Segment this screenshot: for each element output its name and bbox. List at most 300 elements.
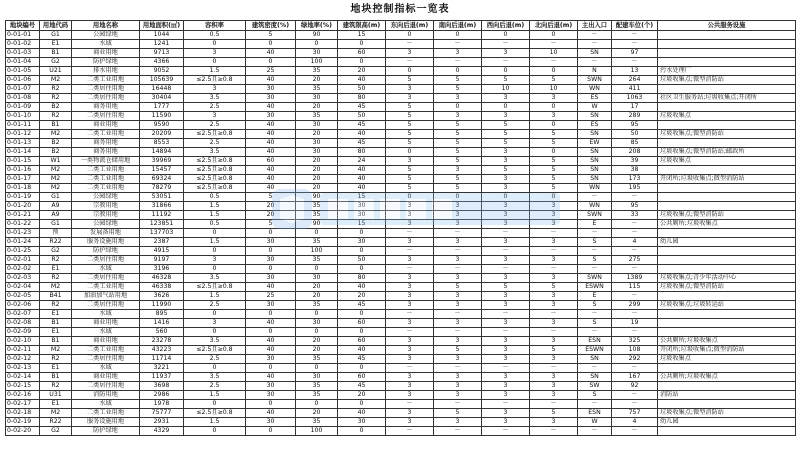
cell-land-code: M2 [40,346,72,355]
cell-land-name: 水域 [72,265,140,274]
cell-parking-spaces: － [612,229,658,238]
cell-land-code: U31 [40,391,72,400]
cell-west-setback: 3 [482,238,530,247]
cell-south-setback: 0 [434,193,482,202]
cell-land-area: 14894 [140,148,184,157]
cell-land-name: 二类工业用地 [72,166,140,175]
cell-south-setback: － [434,229,482,238]
cell-land-name: 公园绿地 [72,193,140,202]
cell-land-name: 二类工业用地 [72,346,140,355]
cell-land-area: 137703 [140,229,184,238]
table-row [6,418,796,427]
cell-land-name: 二类工业用地 [72,283,140,292]
cell-public-facilities [658,103,796,112]
cell-south-setback: 5 [434,175,482,184]
cell-north-setback: 3 [530,373,578,382]
cell-land-code: B1 [40,337,72,346]
cell-public-facilities: 公共厕所;垃圾收集点 [658,373,796,382]
cell-north-setback: － [530,229,578,238]
cell-main-entrance: － [578,310,612,319]
cell-block-id: 0-02-20 [6,427,40,436]
cell-north-setback: － [530,400,578,409]
cell-public-facilities [658,40,796,49]
cell-main-entrance: SN [578,130,612,139]
cell-block-id: 0-01-23 [6,229,40,238]
table-row [6,238,796,247]
cell-south-setback: 3 [434,319,482,328]
cell-east-setback: 0 [386,67,434,76]
cell-north-setback: 5 [530,130,578,139]
cell-land-area: 53051 [140,193,184,202]
cell-green-ratio: 35 [296,382,338,391]
cell-east-setback: 5 [386,130,434,139]
cell-far: ≤2.5且≥0.8 [184,184,246,193]
cell-building-density: 25 [246,67,296,76]
cell-public-facilities [658,310,796,319]
cell-main-entrance: SN [578,373,612,382]
cell-building-density: 40 [246,373,296,382]
cell-south-setback: 3 [434,112,482,121]
cell-east-setback: 5 [386,184,434,193]
table-row [6,157,796,166]
table-row [6,409,796,418]
cell-west-setback: － [482,247,530,256]
cell-parking-spaces: 264 [612,76,658,85]
table-row [6,274,796,283]
header-west-setback: 西向后退(m) [482,21,530,31]
cell-land-code: M2 [40,76,72,85]
cell-height-limit: 30 [338,211,386,220]
cell-height-limit: 45 [338,301,386,310]
cell-public-facilities [658,49,796,58]
cell-west-setback: 3 [482,94,530,103]
cell-building-density: 0 [246,265,296,274]
table-row [6,148,796,157]
cell-north-setback: 0 [530,103,578,112]
cell-land-name: 服务设施用地 [72,238,140,247]
cell-public-facilities: 垃圾收集点 [658,112,796,121]
cell-east-setback: － [386,247,434,256]
cell-public-facilities: 垃圾收集点;微型消防站;邮政所 [658,148,796,157]
cell-block-id: 0-02-06 [6,301,40,310]
cell-land-name: 加油加气站用地 [72,292,140,301]
cell-green-ratio: 20 [296,346,338,355]
cell-west-setback: 5 [482,130,530,139]
cell-land-code: R22 [40,238,72,247]
cell-east-setback: 3 [386,202,434,211]
cell-west-setback: 5 [482,166,530,175]
cell-block-id: 0-01-03 [6,49,40,58]
cell-far: 3 [184,256,246,265]
header-main-entrance: 主出入口 [578,21,612,31]
cell-land-area: 4366 [140,58,184,67]
cell-block-id: 0-01-24 [6,238,40,247]
cell-land-name: 排水用地 [72,67,140,76]
cell-north-setback: 3 [530,292,578,301]
cell-green-ratio: 20 [296,409,338,418]
cell-height-limit: 40 [338,130,386,139]
cell-south-setback: － [434,364,482,373]
cell-green-ratio: 20 [296,166,338,175]
cell-land-name: 二类居住用地 [72,85,140,94]
cell-block-id: 0-02-12 [6,355,40,364]
cell-public-facilities [658,31,796,40]
cell-land-area: 2387 [140,238,184,247]
cell-building-density: 40 [246,130,296,139]
cell-land-area: 30404 [140,94,184,103]
cell-parking-spaces: 299 [612,301,658,310]
cell-west-setback: 10 [482,85,530,94]
cell-main-entrance: － [578,58,612,67]
header-north-setback: 北向后退(m) [530,21,578,31]
header-height-limit: 建筑限高(m) [338,21,386,31]
cell-parking-spaces: 195 [612,184,658,193]
table-row [6,112,796,121]
cell-land-area: 78279 [140,184,184,193]
header-south-setback: 南向后退(m) [434,21,482,31]
cell-land-code: A9 [40,211,72,220]
cell-land-name: 发展备用地 [72,229,140,238]
cell-north-setback: 3 [530,301,578,310]
cell-main-entrance: SN [578,355,612,364]
cell-west-setback: 3 [482,391,530,400]
cell-land-code: M2 [40,130,72,139]
cell-green-ratio: 35 [296,112,338,121]
cell-north-setback: 3 [530,202,578,211]
cell-block-id: 0-01-05 [6,67,40,76]
cell-land-code: E1 [40,400,72,409]
cell-public-facilities [658,202,796,211]
cell-south-setback: 3 [434,49,482,58]
cell-land-name: 防护绿地 [72,58,140,67]
cell-main-entrance: SN [578,175,612,184]
cell-north-setback: 3 [530,238,578,247]
cell-block-id: 0-01-06 [6,76,40,85]
cell-building-density: 30 [246,274,296,283]
cell-land-name: 二类工业用地 [72,184,140,193]
cell-north-setback: 0 [530,121,578,130]
cell-east-setback: 5 [386,112,434,121]
cell-land-area: 11990 [140,301,184,310]
cell-building-density: 0 [246,58,296,67]
cell-height-limit: 40 [338,166,386,175]
cell-public-facilities: 社区卫生服务站;垃圾收集点;开闭所 [658,94,796,103]
cell-public-facilities: 消防站 [658,391,796,400]
cell-building-density: 0 [246,328,296,337]
cell-land-name: 二类工业用地 [72,130,140,139]
land-control-table [5,20,796,436]
cell-building-density: 5 [246,31,296,40]
cell-building-density: 60 [246,157,296,166]
cell-parking-spaces: － [612,310,658,319]
cell-land-area: 31866 [140,202,184,211]
cell-height-limit: 30 [338,418,386,427]
cell-land-area: 11590 [140,112,184,121]
cell-land-code: E1 [40,310,72,319]
cell-south-setback: 3 [434,211,482,220]
cell-far: 2.5 [184,382,246,391]
cell-land-code: W1 [40,157,72,166]
cell-north-setback: 5 [530,283,578,292]
cell-west-setback: 5 [482,283,530,292]
cell-north-setback: 5 [530,76,578,85]
header-land-code: 用地代码 [40,21,72,31]
cell-far: 3.5 [184,148,246,157]
cell-main-entrance: ES [578,121,612,130]
cell-north-setback: 5 [530,409,578,418]
cell-land-code: B2 [40,139,72,148]
cell-building-density: 30 [246,94,296,103]
cell-far: 3 [184,112,246,121]
cell-far: 2.5 [184,139,246,148]
cell-west-setback: 3 [482,202,530,211]
cell-block-id: 0-01-19 [6,193,40,202]
cell-land-code: E1 [40,328,72,337]
table-row [6,94,796,103]
cell-main-entrance: E [578,220,612,229]
cell-far: ≤2.5且≥0.8 [184,157,246,166]
cell-east-setback: － [386,265,434,274]
cell-land-code: E1 [40,40,72,49]
table-row [6,130,796,139]
cell-public-facilities [658,400,796,409]
cell-main-entrance: S [578,391,612,400]
cell-far: 2.5 [184,121,246,130]
cell-land-code: M2 [40,166,72,175]
cell-height-limit: 20 [338,292,386,301]
cell-far: ≤2.5且≥0.8 [184,130,246,139]
cell-land-code: B1 [40,49,72,58]
cell-west-setback: 3 [482,292,530,301]
table-row [6,427,796,436]
table-row [6,58,796,67]
cell-building-density: 30 [246,301,296,310]
cell-north-setback: 5 [530,175,578,184]
cell-building-density: 30 [246,382,296,391]
table-header [6,21,796,31]
cell-south-setback: － [434,58,482,67]
cell-far: 1.5 [184,238,246,247]
cell-far: 0 [184,247,246,256]
cell-east-setback: 3 [386,238,434,247]
cell-south-setback: 3 [434,238,482,247]
cell-land-area: 15457 [140,166,184,175]
cell-land-name: 二类居住用地 [72,256,140,265]
cell-land-name: 商业用地 [72,49,140,58]
table-row [6,256,796,265]
cell-land-code: R2 [40,256,72,265]
cell-west-setback: 3 [482,418,530,427]
cell-north-setback: － [530,328,578,337]
cell-building-density: 40 [246,148,296,157]
cell-block-id: 0-01-15 [6,157,40,166]
cell-north-setback: － [530,40,578,49]
cell-public-facilities [658,85,796,94]
cell-land-code: G1 [40,220,72,229]
table-row [6,301,796,310]
cell-block-id: 0-01-11 [6,121,40,130]
cell-main-entrance: S [578,301,612,310]
cell-building-density: 40 [246,49,296,58]
cell-land-area: 20209 [140,130,184,139]
cell-height-limit: 0 [338,400,386,409]
cell-main-entrance: SWN [578,274,612,283]
cell-block-id: 0-02-03 [6,274,40,283]
cell-east-setback: 3 [386,157,434,166]
cell-public-facilities: 幼儿园 [658,238,796,247]
cell-land-code: G2 [40,427,72,436]
cell-block-id: 0-01-22 [6,220,40,229]
cell-south-setback: 3 [434,220,482,229]
cell-land-code: B1 [40,373,72,382]
cell-south-setback: － [434,310,482,319]
cell-building-density: 30 [246,112,296,121]
cell-main-entrance: E [578,292,612,301]
cell-far: 1.5 [184,418,246,427]
cell-parking-spaces: 1063 [612,94,658,103]
cell-height-limit: 40 [338,409,386,418]
cell-north-setback: 10 [530,49,578,58]
table-title: 地块控制指标一览表 [350,4,450,15]
cell-public-facilities [658,319,796,328]
cell-building-density: 20 [246,202,296,211]
cell-green-ratio: 35 [296,67,338,76]
cell-main-entrance: － [578,247,612,256]
header-block-id: 地块编号 [6,21,40,31]
cell-east-setback: 3 [386,391,434,400]
cell-land-area: 4915 [140,247,184,256]
cell-land-code: G2 [40,247,72,256]
cell-far: 0 [184,427,246,436]
cell-land-code: E1 [40,265,72,274]
cell-west-setback: 3 [482,211,530,220]
cell-south-setback: － [434,328,482,337]
cell-green-ratio: 0 [296,229,338,238]
cell-west-setback: 3 [482,373,530,382]
cell-land-code: B2 [40,148,72,157]
table-row [6,193,796,202]
cell-east-setback: 3 [386,220,434,229]
cell-height-limit: 15 [338,31,386,40]
cell-parking-spaces: － [612,391,658,400]
cell-height-limit: 50 [338,85,386,94]
cell-green-ratio: 20 [296,175,338,184]
cell-north-setback: 3 [530,355,578,364]
cell-height-limit: 30 [338,202,386,211]
cell-block-id: 0-01-13 [6,139,40,148]
cell-land-code: R2 [40,94,72,103]
cell-south-setback: － [434,40,482,49]
cell-main-entrance: ESWN [578,283,612,292]
cell-main-entrance: ESN [578,337,612,346]
cell-parking-spaces: 325 [612,337,658,346]
cell-north-setback: 3 [530,337,578,346]
cell-north-setback: 3 [530,112,578,121]
cell-land-area: 123851 [140,220,184,229]
cell-south-setback: 3 [434,391,482,400]
cell-building-density: 0 [246,247,296,256]
cell-green-ratio: 30 [296,139,338,148]
cell-green-ratio: 35 [296,211,338,220]
table-row [6,184,796,193]
cell-north-setback: 3 [530,319,578,328]
cell-land-area: 16448 [140,85,184,94]
cell-land-name: 二类工业用地 [72,409,140,418]
cell-green-ratio: 30 [296,121,338,130]
cell-building-density: 25 [246,292,296,301]
cell-land-code: B41 [40,292,72,301]
document [5,0,795,436]
cell-land-code: M2 [40,175,72,184]
cell-west-setback: 3 [482,184,530,193]
cell-block-id: 0-02-17 [6,400,40,409]
header-land-area: 用地面积(㎡) [140,21,184,31]
cell-parking-spaces: 33 [612,211,658,220]
cell-parking-spaces: － [612,265,658,274]
cell-north-setback: 3 [530,94,578,103]
cell-building-density: 40 [246,121,296,130]
cell-land-area: 75777 [140,409,184,418]
table-row [6,220,796,229]
cell-south-setback: 5 [434,85,482,94]
cell-land-name: 消防用地 [72,391,140,400]
cell-east-setback: 0 [386,148,434,157]
cell-building-density: 5 [246,193,296,202]
header-land-name: 用地名称 [72,21,140,31]
cell-land-name: 二类工业用地 [72,175,140,184]
cell-land-name: 二类工业用地 [72,76,140,85]
cell-far: 0.5 [184,31,246,40]
table-row [6,76,796,85]
cell-east-setback: 0 [386,193,434,202]
cell-height-limit: 20 [338,67,386,76]
table-row [6,175,796,184]
cell-south-setback: 3 [434,274,482,283]
cell-public-facilities: 垃圾收集点;微型消防站 [658,409,796,418]
cell-building-density: 30 [246,238,296,247]
cell-parking-spaces: 167 [612,373,658,382]
cell-south-setback: 5 [434,130,482,139]
cell-north-setback: 10 [530,85,578,94]
cell-land-code: R2 [40,382,72,391]
table-row [6,328,796,337]
cell-east-setback: 5 [386,139,434,148]
cell-land-code: R2 [40,301,72,310]
cell-main-entrance: － [578,364,612,373]
cell-height-limit: 80 [338,94,386,103]
cell-block-id: 0-02-14 [6,373,40,382]
cell-height-limit: 45 [338,139,386,148]
cell-parking-spaces: － [612,58,658,67]
cell-height-limit: 24 [338,157,386,166]
cell-block-id: 0-01-16 [6,166,40,175]
cell-north-setback: 5 [530,166,578,175]
cell-west-setback: － [482,265,530,274]
cell-public-facilities [658,229,796,238]
cell-north-setback: 5 [530,184,578,193]
cell-west-setback: － [482,328,530,337]
cell-main-entrance: SN [578,148,612,157]
cell-main-entrance: EW [578,139,612,148]
cell-green-ratio: 30 [296,274,338,283]
cell-green-ratio: 35 [296,238,338,247]
cell-public-facilities [658,166,796,175]
cell-height-limit: 0 [338,310,386,319]
cell-land-area: 9197 [140,256,184,265]
cell-land-code: 预 [40,229,72,238]
cell-building-density: 20 [246,211,296,220]
cell-far: 0 [184,400,246,409]
